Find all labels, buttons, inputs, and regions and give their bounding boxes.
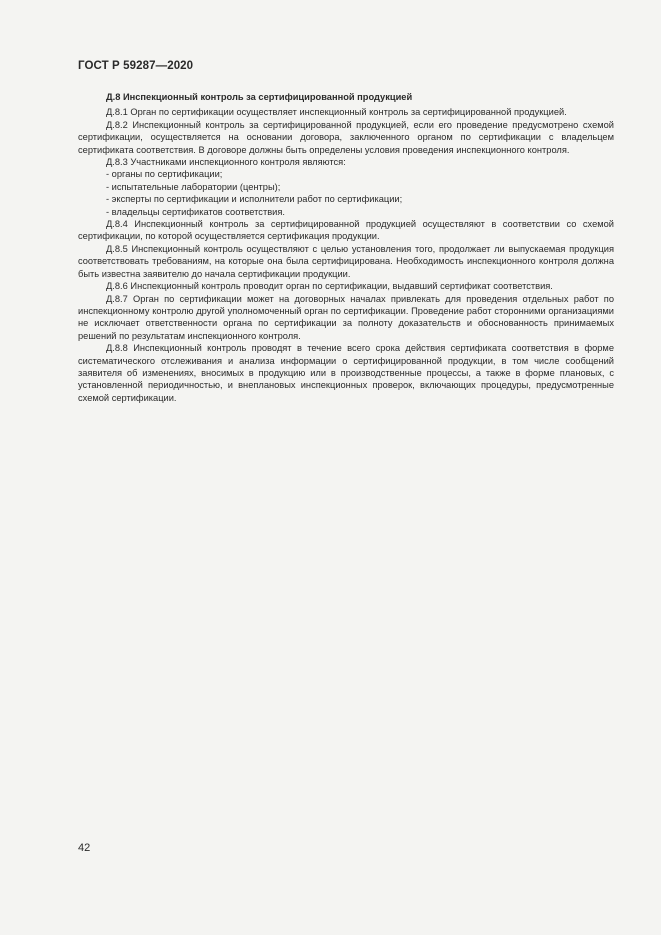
paragraph-d88: Д.8.8 Инспекционный контроль проводят в течение всего срока действия сертификата соответствия в форме систематического отслеживания и анализа информации о сертифицированной продукции, в том числе сообщений заявителя об изменениях, вносимых в продукцию или в производственные процессы, а также в форме плановых, с установленной периодичностью, и внеплановых инспекционных проверок, включающих процедуры, предусмотренные схемой сертификации. — [78, 343, 614, 403]
paragraph-d87: Д.8.7 Орган по сертификации может на договорных началах привлекать для проведения отдельных работ по инспекционному контролю другой уполномоченный орган по сертификации. Проведение работ сторонними организациями не исключает ответственности органа по сертификации за полноту доказательств и обоснованность принимаемых решений по результатам инспекционного контроля. — [78, 293, 614, 341]
list-item: - испытательные лаборатории (центры); — [106, 181, 281, 192]
list-item: - владельцы сертификатов соответствия. — [106, 206, 285, 217]
list-item: - эксперты по сертификации и исполнители работ по сертификации; — [106, 194, 403, 205]
paragraph-d81: Д.8.1 Орган по сертификации осуществляет инспекционный контроль за сертифицированной продукцией. — [106, 107, 567, 118]
document-body — [78, 91, 614, 404]
paragraph-d82: Д.8.2 Инспекционный контроль за сертифицированной продукцией, если его проведение предусмотрено схемой сертификации, осуществляется на основании договора, заключенного органом по сертификации с владельцем сертификата соответствия. В договоре должны быть определены условия проведения инспекционного контроля. — [78, 119, 614, 155]
page-number: 42 — [78, 842, 91, 854]
paragraph-d83: Д.8.3 Участниками инспекционного контроля являются: — [106, 157, 346, 168]
list-item: - органы по сертификации; — [106, 169, 223, 180]
paragraph-d84: Д.8.4 Инспекционный контроль за сертифицированной продукцией осуществляют в соответствии со схемой сертификации, по которой осуществляется сертификация продукции. — [78, 219, 614, 242]
paragraph-d86: Д.8.6 Инспекционный контроль проводит орган по сертификации, выдавший сертификат соответствия. — [106, 281, 553, 292]
section-title: Д.8 Инспекционный контроль за сертифицированной продукцией — [106, 92, 413, 102]
paragraph-d85: Д.8.5 Инспекционный контроль осуществляют с целью установления того, продолжает ли выпускаемая продукция соответствовать требованиям, на которые она была сертифицирована. Необходимость инспекционного контроля должна быть известна заявителю до начала сертификации продукции. — [78, 243, 614, 279]
document-header: ГОСТ Р 59287—2020 — [78, 60, 194, 72]
